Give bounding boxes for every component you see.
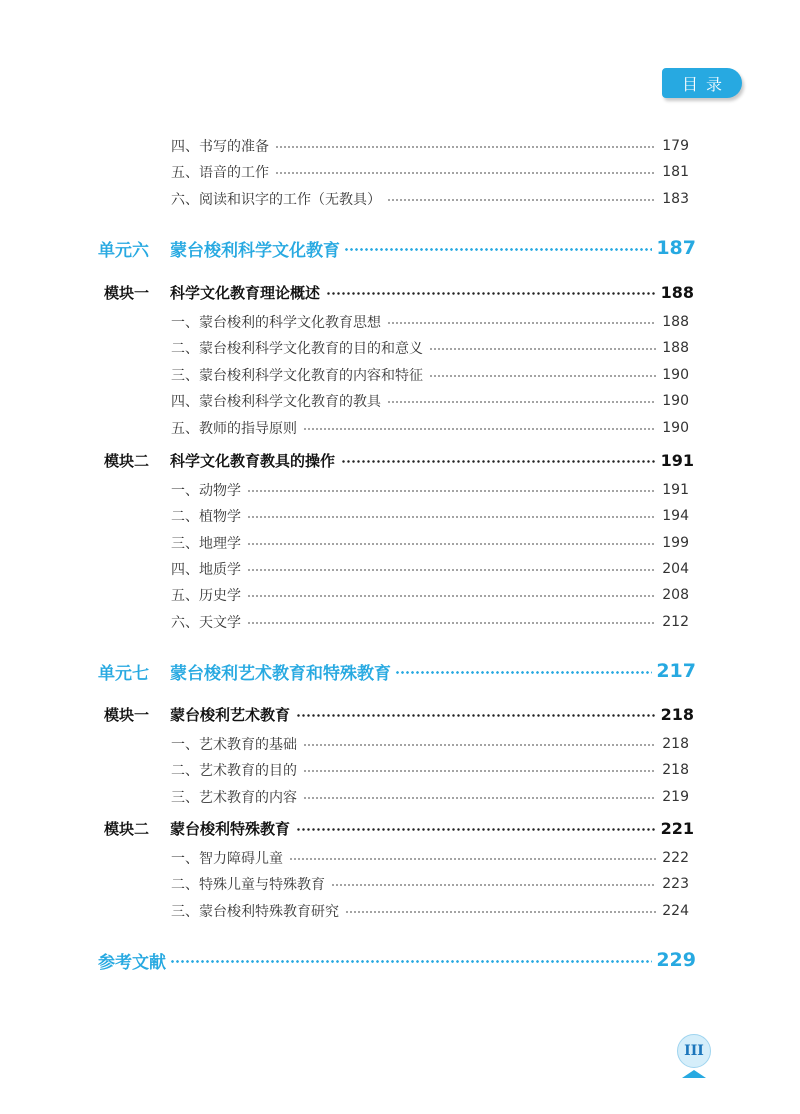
toc-entry-page: 212 [662, 614, 689, 630]
toc-entry-page: 204 [662, 561, 689, 577]
toc-entry-label: 二、植物学 [171, 509, 241, 525]
toc-entry-label: 一、艺术教育的基础 [171, 737, 297, 753]
dot-leader [303, 770, 656, 772]
module-tag: 模块一 [104, 705, 150, 724]
references-page: 229 [656, 949, 696, 971]
toc-entry[interactable] [171, 531, 689, 555]
dot-leader [387, 199, 656, 201]
dot-leader [341, 460, 655, 463]
toc-entry[interactable] [171, 478, 689, 502]
unit-tag: 单元六 [98, 240, 149, 261]
toc-module[interactable] [104, 446, 694, 474]
toc-entry[interactable] [171, 583, 689, 607]
toc-entry-page: 188 [662, 340, 689, 356]
unit-tag: 单元七 [98, 663, 149, 684]
toc-entry-label: 三、蒙台梭利特殊教育研究 [171, 904, 339, 920]
unit-page: 217 [656, 660, 696, 682]
toc-entry-page: 183 [662, 191, 689, 207]
toc-entry[interactable] [171, 160, 689, 184]
toc-entry-page: 191 [662, 482, 689, 498]
toc-entry-page: 181 [662, 164, 689, 180]
module-tag: 模块二 [104, 819, 150, 838]
module-page: 188 [660, 282, 694, 302]
dot-leader [247, 516, 656, 518]
dot-leader [296, 714, 655, 717]
toc-entry-page: 179 [662, 138, 689, 154]
page-marker-triangle-icon [682, 1070, 706, 1078]
toc-unit-7[interactable] [98, 655, 696, 687]
dot-leader [303, 797, 656, 799]
toc-entry-label: 四、蒙台梭利科学文化教育的教具 [171, 394, 381, 410]
toc-entry[interactable] [171, 899, 689, 923]
toc-entry[interactable] [171, 872, 689, 896]
toc-entry-label: 四、书写的准备 [171, 139, 269, 155]
dot-leader [275, 172, 656, 174]
dot-leader [247, 622, 656, 624]
dot-leader [296, 828, 655, 831]
toc-header-badge: 目录 [662, 68, 742, 98]
toc-entry[interactable] [171, 134, 689, 158]
toc-entry-page: 190 [662, 420, 689, 436]
module-page: 191 [660, 450, 694, 470]
dot-leader [344, 248, 652, 251]
toc-entry-page: 194 [662, 508, 689, 524]
toc-entry[interactable] [171, 310, 689, 334]
toc-entry[interactable] [171, 758, 689, 782]
toc-entry-label: 三、艺术教育的内容 [171, 790, 297, 806]
toc-module[interactable] [104, 700, 694, 728]
dot-leader [429, 348, 656, 350]
toc-entry-page: 218 [662, 762, 689, 778]
toc-entry-label: 六、天文学 [171, 615, 241, 631]
toc-entry-label: 五、历史学 [171, 588, 241, 604]
toc-module[interactable] [104, 814, 694, 842]
toc-entry-label: 五、语音的工作 [171, 165, 269, 181]
module-page: 221 [660, 818, 694, 838]
module-tag: 模块一 [104, 283, 150, 302]
module-title: 科学文化教育教具的操作 [170, 451, 336, 470]
dot-leader [247, 569, 656, 571]
toc-entry-label: 二、特殊儿童与特殊教育 [171, 877, 325, 893]
toc-entry[interactable] [171, 732, 689, 756]
toc-entry-page: 219 [662, 789, 689, 805]
toc-entry-page: 223 [662, 876, 689, 892]
unit-page: 187 [656, 237, 696, 259]
unit-title: 蒙台梭利科学文化教育 [170, 240, 340, 261]
dot-leader [387, 401, 656, 403]
toc-entry-page: 208 [662, 587, 689, 603]
toc-entry-page: 190 [662, 367, 689, 383]
module-title: 蒙台梭利艺术教育 [170, 705, 291, 724]
toc-entry[interactable] [171, 557, 689, 581]
module-tag: 模块二 [104, 451, 150, 470]
toc-references[interactable] [98, 944, 696, 976]
toc-entry-label: 一、蒙台梭利的科学文化教育思想 [171, 315, 381, 331]
toc-entry-label: 四、地质学 [171, 562, 241, 578]
toc-entry[interactable] [171, 336, 689, 360]
module-page: 218 [660, 704, 694, 724]
toc-entry-label: 三、地理学 [171, 536, 241, 552]
dot-leader [387, 322, 656, 324]
dot-leader [247, 490, 656, 492]
toc-entry[interactable] [171, 363, 689, 387]
toc-entry[interactable] [171, 846, 689, 870]
dot-leader [326, 292, 655, 295]
toc-entry[interactable] [171, 504, 689, 528]
toc-entry[interactable] [171, 416, 689, 440]
toc-entry-label: 三、蒙台梭利科学文化教育的内容和特征 [171, 368, 423, 384]
toc-module[interactable] [104, 278, 694, 306]
toc-entry-page: 222 [662, 850, 689, 866]
toc-entry[interactable] [171, 187, 689, 211]
toc-entry-label: 六、阅读和识字的工作（无教具） [171, 192, 381, 208]
toc-entry-label: 五、教师的指导原则 [171, 421, 297, 437]
module-title: 蒙台梭利特殊教育 [170, 819, 291, 838]
toc-entry-page: 188 [662, 314, 689, 330]
dot-leader [395, 671, 652, 674]
references-title: 参考文献 [98, 952, 166, 973]
dot-leader [247, 595, 656, 597]
dot-leader [303, 744, 656, 746]
toc-entry-page: 199 [662, 535, 689, 551]
dot-leader [289, 858, 656, 860]
toc-entry-label: 一、智力障碍儿童 [171, 851, 283, 867]
toc-entry-label: 二、蒙台梭利科学文化教育的目的和意义 [171, 341, 423, 357]
dot-leader [275, 146, 656, 148]
toc-entry-label: 二、艺术教育的目的 [171, 763, 297, 779]
toc-unit-6[interactable] [98, 232, 696, 264]
module-title: 科学文化教育理论概述 [170, 283, 321, 302]
dot-leader [303, 428, 656, 430]
dot-leader [429, 375, 656, 377]
unit-title: 蒙台梭利艺术教育和特殊教育 [170, 663, 391, 684]
dot-leader [331, 884, 656, 886]
toc-entry[interactable] [171, 610, 689, 634]
dot-leader [345, 911, 656, 913]
toc-entry[interactable] [171, 389, 689, 413]
page-number-badge: III [677, 1034, 711, 1068]
toc-entry-page: 218 [662, 736, 689, 752]
toc-entry-label: 一、动物学 [171, 483, 241, 499]
dot-leader [170, 960, 652, 963]
toc-entry-page: 190 [662, 393, 689, 409]
dot-leader [247, 543, 656, 545]
toc-entry-page: 224 [662, 903, 689, 919]
toc-entry[interactable] [171, 785, 689, 809]
